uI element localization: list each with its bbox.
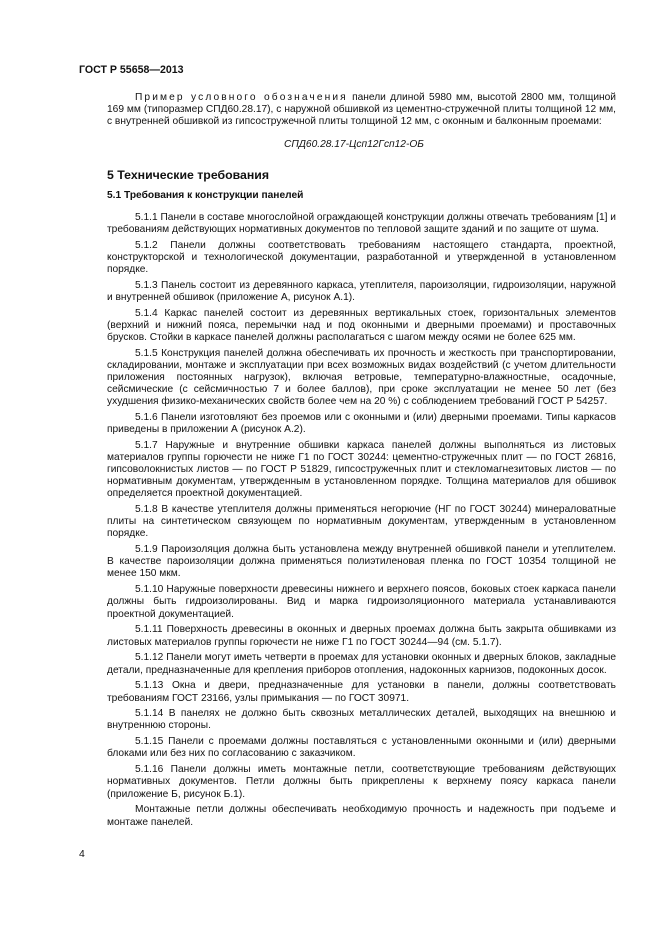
paragraph-5-1-16: 5.1.16 Панели должны иметь монтажные петли, соответствующие требованиям действующих нормативных документов. Петли должны быть прикреплены к верхнему поясу каркаса панели (приложение Б, рисунок Б.1).: [107, 764, 616, 800]
page-number: 4: [79, 849, 85, 860]
example-paragraph: [107, 92, 616, 128]
paragraph-5-1-14: 5.1.14 В панелях не должно быть сквозных металлических деталей, выходящих на внешнюю и внутреннюю стороны.: [107, 708, 616, 732]
paragraph-5-1-15: 5.1.15 Панели с проемами должны поставляться с установленными оконными и (или) дверными блоками или без них по согласованию с заказчиком.: [107, 736, 616, 760]
paragraph-5-1-2: 5.1.2 Панели должны соответствовать требованиям настоящего стандарта, проектной, конструкторской и технологической документации, разработанной и утвержденной в установленном порядке.: [107, 239, 616, 275]
document-header: ГОСТ Р 55658—2013: [79, 64, 184, 76]
example-text: панели длиной 5980 мм, высотой 2800 мм, толщиной 169 мм (типоразмер СПД60.28.17), с наружной обшивкой из цементно-стружечной плиты толщиной 12 мм, с внутренней обшивкой из гипсостружечной плиты толщиной 12 мм, с оконным и балконным проемами:: [107, 92, 616, 128]
paragraph-5-1-5: 5.1.5 Конструкция панелей должна обеспечивать их прочность и жесткость при транспортировании, складировании, монтаже и эксплуатации при всех возможных видах воздействий (с учетом длительности приложения постоянных нагрузок), включая ветровые, температурно-влажностные, осадочные, сейсмические (с сейсмичностью 7 и более баллов), при сроке эксплуатации не менее 50 лет (без ухудшения физико-механических свойств более чем на 20 %) с соблюдением требований ГОСТ Р 54257.: [107, 347, 616, 408]
paragraph-5-1-3: 5.1.3 Панель состоит из деревянного каркаса, утеплителя, пароизоляции, гидроизоляции, наружной и внутренней обшивок (приложение А, рисунок А.1).: [107, 279, 616, 303]
example-label: Пример условного обозначения: [135, 92, 348, 103]
paragraph-5-1-7: 5.1.7 Наружные и внутренние обшивки каркаса панелей должны выполняться из листовых материалов группы горючести не ниже Г1 по ГОСТ 30244: цементно-стружечных плит — по ГОСТ 26816, гипсоволокнистых листов — по ГОСТ Р 51829, гипсостружечных плит и стекломагнезитовых листов — по нормативным документам, утвержденным в установленном порядке. Толщина материалов для обшивок определяется проектной документацией.: [107, 439, 616, 500]
paragraph-mounting-loops: Монтажные петли должны обеспечивать необходимую прочность и надежность при подъеме и монтаже панелей.: [107, 804, 616, 828]
paragraph-5-1-8: 5.1.8 В качестве утеплителя должны применяться негорючие (НГ по ГОСТ 30244) минераловатные плиты на синтетическом связующем по нормативным документам, утвержденным в установленном порядке.: [107, 504, 616, 540]
example-designation: СПД60.28.17-Цсп12Гсп12-ОБ: [284, 139, 424, 151]
paragraph-5-1-4: 5.1.4 Каркас панелей состоит из деревянных вертикальных стоек, горизонтальных элементов (верхний и нижний пояса, перемычки над и под оконными и дверными проемами) и проставочных брусков. Стойки в каркасе панелей должны располагаться с шагом между осями не более 625 мм.: [107, 307, 616, 343]
paragraph-5-1-1: 5.1.1 Панели в составе многослойной ограждающей конструкции должны отвечать требованиям [1] и требованиям действующих нормативных документов по тепловой защите зданий и по защите от шума.: [107, 211, 616, 235]
paragraph-5-1-12: 5.1.12 Панели могут иметь четверти в проемах для установки оконных и дверных блоков, закладные детали, предназначенные для крепления приборов отопления, надоконных карнизов, подоконных досок.: [107, 652, 616, 676]
paragraph-5-1-9: 5.1.9 Пароизоляция должна быть установлена между внутренней обшивкой панели и утеплителем. В качестве пароизоляции должна применяться полиэтиленовая пленка по ГОСТ 10354 толщиной не менее 150 мкм.: [107, 544, 616, 580]
paragraph-5-1-11: 5.1.11 Поверхность древесины в оконных и дверных проемах должна быть закрыта обшивками из листовых материалов группы горючести не ниже Г1 по ГОСТ 30244—94 (см. 5.1.7).: [107, 624, 616, 648]
paragraph-5-1-13: 5.1.13 Окна и двери, предназначенные для установки в панели, должны соответствовать требованиям ГОСТ 23166, узлы примыкания — по ГОСТ 30971.: [107, 680, 616, 704]
subsection-title: 5.1 Требования к конструкции панелей: [107, 190, 304, 202]
section-title: 5 Технические требования: [107, 168, 269, 183]
paragraph-5-1-6: 5.1.6 Панели изготовляют без проемов или с оконными и (или) дверными проемами. Типы каркасов приведены в приложении А (рисунок А.2).: [107, 411, 616, 436]
paragraph-5-1-10: 5.1.10 Наружные поверхности древесины нижнего и верхнего поясов, боковых стоек каркаса панели должны быть гидроизолированы. Вид и марка гидроизоляционного материала устанавливаются проектной документацией.: [107, 584, 616, 620]
page-content: [107, 92, 616, 832]
